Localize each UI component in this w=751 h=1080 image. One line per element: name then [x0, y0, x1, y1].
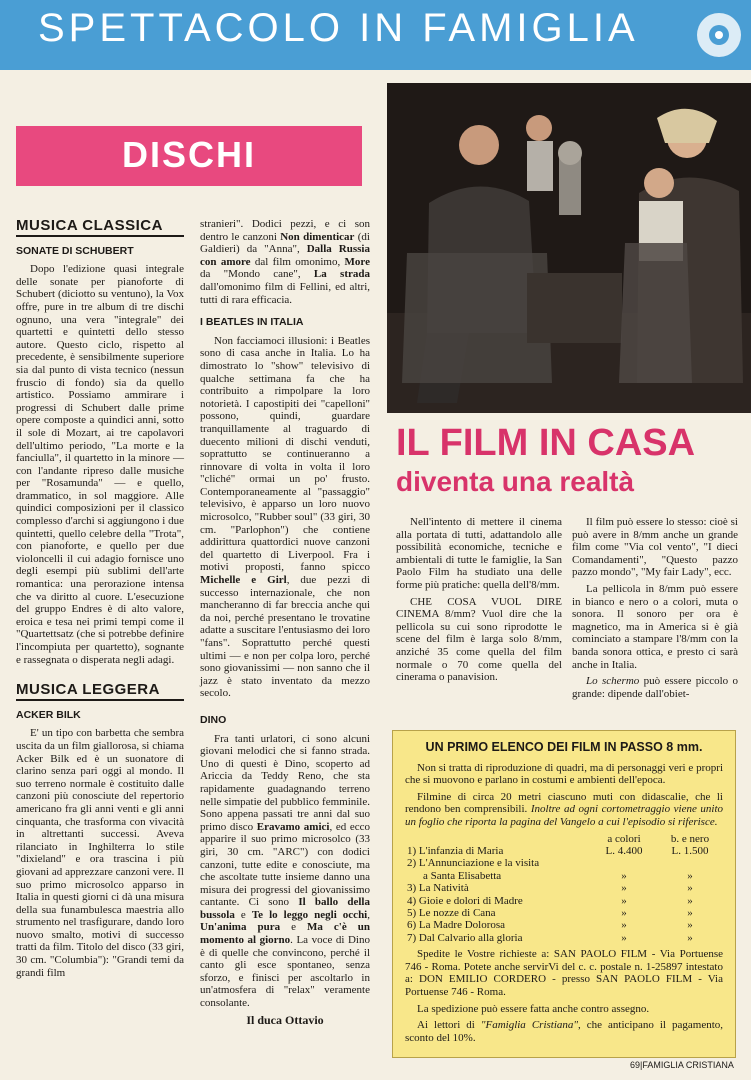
banner-title: SPETTACOLO IN FAMIGLIA [38, 6, 639, 50]
film-paragraph-1: Nell'intento di mettere il cinema alla portata di tutti, adattandolo alle possibilità economiche, tecniche e ambientali di tutte le famiglie, la San Paolo Film ha studiato una delle forme più pratiche: quella dell'8/mm. [396, 516, 562, 591]
box-paragraph-1: Non si tratta di riproduzione di quadri, ma di personaggi veri e propri che si muovono e parlano in costumi e ambienti dell'epoca. [405, 761, 723, 787]
family-photo [387, 83, 751, 413]
column-classical [16, 217, 184, 983]
table-row: 1) L'infanzia di Maria L. 4.400 L. 1.500 [407, 844, 709, 857]
table-row: 4) Gioie e dolori di Madre » » [407, 894, 693, 907]
film-price-table [405, 833, 723, 945]
table-row: a Santa Elisabetta » » [423, 869, 693, 882]
heading-musica-classica: MUSICA CLASSICA [16, 220, 184, 237]
film-paragraph-2: CHE COSA VUOL DIRE CINEMA 8/mm? Vuol dire che la pellicola su cui sono riprodotte le scene del film è larga solo 8/mm, anziché 35 come quella del film normale o 70 come quella del cinerama o panavision. [396, 595, 562, 684]
table-row: 7) Dal Calvario alla gloria » » [407, 931, 693, 944]
film-headline: IL FILM IN CASA [396, 422, 696, 464]
table-row: 2) L'Annunciazione e la visita [407, 857, 540, 870]
header-colori: a colori [607, 832, 641, 845]
film-paragraph-5: Lo schermo può essere piccolo o grande: dipende dall'obiet- [572, 675, 739, 700]
film-paragraph-3: Il film può essere lo stesso: cioè si può avere in 8/mm anche un grande film come "Via col vento", "I dieci Comandamenti", "Questo pazzo pazzo mondo", "My fair Lady", ecc. [572, 516, 738, 579]
film-table-header [405, 833, 723, 845]
flower-decoration-icon [693, 8, 745, 62]
subheading-beatles: I BEATLES IN ITALIA [200, 316, 304, 329]
article-schubert: Dopo l'edizione quasi integrale delle sonate per pianoforte di Schubert (diciotto su ventuno), la Vox offre, pure in tre album di tre dischi ognuno, una vera "integrale" dei quartetti e quintetti dello stesso autore. Questo ciclo, rispetto al precedente, è sensibilmente superiore sia dal punto di vista tecnico (nessun fruscio di fondo) sia da quello artistico. Possiamo ammirare i progressi di Schubert dalle prime opere composte a quindici anni, sotto il sole di Mozart, ai tre capolavori dell'ultimo periodo, "La morte e la fanciulla", il quartetto in la minore — con l'andante ripreso dalle musiche per "Rosamunda" — e quello, drammatico, in sol maggiore. Alle quindici composizioni per il classico complesso d'archi si aggiungono i due quintetti, quello celebre della "Trota", con pianoforte, e quello per due violoncelli il cui adagio fornisce uno degli esempi più sublimi dell'arte romantica: una perorazione intensa che va diritto al cuore. L'esecuzione del gruppo Endres è di alto valore, eroica e tesa nei primi tempi come il "Quartettsatz (che si potrebbe definire l'incompiuta per quartetto), sognante e rassegnata o disperata negli adagi. [16, 263, 184, 666]
film-subheadline: diventa una realtà [396, 466, 635, 497]
column-light-music [200, 218, 370, 1026]
header-bianco-nero: b. e nero [670, 832, 710, 845]
article-acker-bilk: E' un tipo con barbetta che sembra uscita da un film giallorosa, si chiama Acker Bilk ed è un suonatore di clarino senza pari oggi al mondo. Il suo terreno normale è costituito dalle canzoni più conosciute del repertorio americano fra gli anni venti e gli anni cinquanta, che trasforma con vivacità in altrettanti successi. Aveva rilanciato in Inghilterra lo stile "dixieland" e ora trascina i più giovani ad apprezzare canzoni vere. Il suo primo microsolco apparso in Italia in questi giorni ci dà una misura della sua funambulesca maestria allo strumento nel trasfigurare, dando loro nuovo smalto, motivi di successo tratti da film. Titolo del disco (33 giri, 30 cm. "Columbia"): "Grandi temi da grandi film [16, 727, 184, 979]
subheading-schubert: SONATE DI SCHUBERT [16, 244, 134, 257]
article-acker-bilk-continued: stranieri". Dodici pezzi, e ci son dentro le canzoni Non dimenticar (di Galdieri) da "Anna", Dalla Russia con amore dal film omonimo, More da "Mondo cane", La strada dall'omonimo film di Fellini, ed altri, tutti di rara efficacia. [200, 218, 370, 306]
article-signature: Il duca Ottavio [246, 1012, 324, 1027]
film-list-title: UN PRIMO ELENCO DEI FILM IN PASSO 8 mm. [425, 740, 703, 754]
article-dino: Fra tanti urlatori, ci sono alcuni giovani melodici che si fanno strada. Uno di questi è Dino, scoperto ad Ariccia da Teddy Reno, che sta rapidamente guadagnando terreno nelle simpatie del pubblico femminile. Sono appena passati tre anni dal suo primo disco Eravamo amici, ed ecco apparire il suo primo microsolco (33 giri, 30 cm. "ARC") con dodici canzoni, tutte edite e conosciute, ma che ascoltate tutte insieme danno una misura dei progressi del giovanissimo cantante. Ci sono Il ballo della bussola e Te lo leggo negli occhi, Un'anima pura e Ma c'è un momento al giorno. La voce di Dino è di quelle che convincono, perché il canto gli esce spontaneo, senza sforzo, e finisci per ascoltarlo in un'atmosfera di "relax" veramente consolante. [200, 732, 371, 1010]
article-beatles: Non facciamoci illusioni: i Beatles sono di casa anche in Italia. Lo ha dimostrato lo "show" televisivo di qualche settimana fa che ha contribuito a rimpolpare la loro notorietà. I capostipiti dei "capelloni" possono, quindi, guardare tranquillamente al traguardo di duecento milioni di dischi venduti, soprattutto se continueranno a rinnovare di volta in volta il loro "cliché" ormai un po' frusto. Contemporaneamente al "passaggio" televisivo, è apparso un loro nuovo microsolco, "Rubber soul" (33 giri, 30 cm. "Parlophon") che contiene addirittura quattordici nuove canzoni del quartetto di Liverpool. Fra i motivi proposti, fanno spicco Michelle e Girl, due pezzi di successo internazionale, che non mancheranno di far breccia anche qui da noi, perché presentano le trovatine adatte a suscitare l'entusiasmo dei loro "fans". Soprattutto perché questi ultimi — e non per colpa loro, perché sono giovanissimi — non sanno che il jazz è stato inventato da mezzo secolo. [200, 334, 370, 700]
table-row: 5) Le nozze di Cana » » [407, 907, 693, 919]
page-footer: 69|FAMIGLIA CRISTIANA [630, 1060, 734, 1070]
box-paragraph-order: Spedite le Vostre richieste a: SAN PAOLO FILM - Via Portuense 746 - Roma. Potete anche servirVi del c. c. postale n. 1-25897 intestato a: DON EMILIO CORDERO - presso SAN PAOLO FILM - Via Portuense 746 - Roma. [405, 948, 723, 998]
table-row: 3) La Natività » » [407, 882, 693, 895]
box-paragraph-2: Filmine di circa 20 metri ciascuno muti con didascalie, che li rendono ben comprensibili. Inoltre ad ogni cortometraggio viene unito un foglio che riporta la pagina del Vangelo a cui l'episodio si riferisce. [405, 790, 724, 828]
subheading-dino: DINO [200, 713, 227, 726]
box-paragraph-discount: Ai lettori di "Famiglia Cristiana", che anticipano il pagamento, sconto del 10%. [405, 1019, 724, 1044]
column-film-2 [572, 516, 738, 704]
header-banner [0, 0, 751, 70]
family-projector-illustration [387, 83, 751, 413]
subheading-acker-bilk: ACKER BILK [16, 708, 81, 721]
heading-musica-leggera: MUSICA LEGGERA [16, 684, 184, 701]
column-film-1 [396, 516, 562, 688]
section-tab-label: DISCHI [121, 134, 256, 175]
film-list-box [392, 730, 736, 1058]
film-paragraph-4: La pellicola in 8/mm può essere in bianco e nero o a colori, muta o sonora. Il sonoro per ora è magnetico, ma in America si è già cominciato a stampare l'8/mm con la banda sonora ottica, e presto ci sarà anche in Italia. [572, 582, 738, 671]
box-paragraph-shipping: La spedizione può essere fatta anche contro assegno. [417, 1002, 650, 1015]
section-tab [16, 126, 362, 186]
table-row: 6) La Madre Dolorosa » » [407, 919, 693, 932]
